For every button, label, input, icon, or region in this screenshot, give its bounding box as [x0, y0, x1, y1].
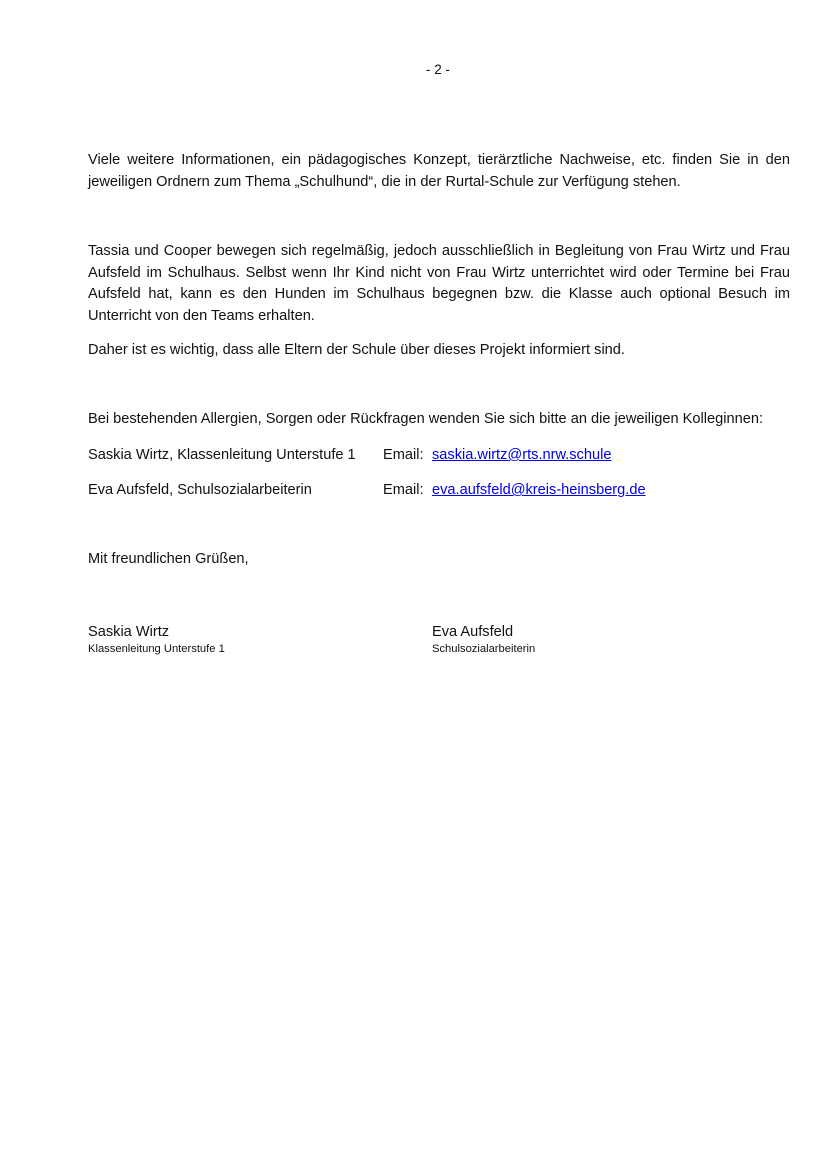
contact-name: Saskia Wirtz, Klassenleitung Unterstufe 1	[88, 447, 356, 463]
signature-aufsfeld	[432, 622, 535, 656]
email-label: Email:	[383, 447, 424, 463]
contact-row-wirtz	[88, 445, 790, 466]
email-link-wirtz[interactable]: saskia.wirtz@rts.nrw.schule	[432, 447, 612, 463]
important-paragraph: Daher ist es wichtig, dass alle Eltern der Schule über dieses Projekt informiert sind.	[88, 342, 625, 358]
movement-paragraph: Tassia und Cooper bewegen sich regelmäßig, jedoch ausschließlich in Begleitung von Frau Wirtz und Frau Aufsfeld im Schulhaus. Selbst wenn Ihr Kind nicht von Frau Wirtz unterrichtet wird oder Termine bei Frau Aufsfeld hat, kann es den Hunden im Schulhaus begegnen bzw. die Klasse auch optional Besuch im Unterricht von den Teams erhalten.	[88, 243, 790, 324]
signature-wirtz	[88, 622, 225, 656]
signature-role: Schulsozialarbeiterin	[432, 643, 536, 655]
email-link-aufsfeld[interactable]: eva.aufsfeld@kreis-heinsberg.de	[432, 482, 646, 498]
signature-name: Eva Aufsfeld	[432, 624, 514, 640]
contact-row-aufsfeld	[88, 480, 790, 501]
info-paragraph: Viele weitere Informationen, ein pädagogisches Konzept, tierärztliche Nachweise, etc. finden Sie in den jeweiligen Ordnern zum Thema „Schulhund“, die in der Rurtal-Schule zur Verfügung stehen.	[88, 152, 790, 190]
email-label: Email:	[383, 482, 424, 498]
page-number: - 2 -	[425, 62, 450, 77]
contact-intro: Bei bestehenden Allergien, Sorgen oder Rückfragen wenden Sie sich bitte an die jeweiligen Kolleginnen:	[88, 411, 764, 427]
signature-name: Saskia Wirtz	[88, 624, 170, 640]
closing-greeting: Mit freundlichen Grüßen,	[88, 551, 249, 567]
contact-name: Eva Aufsfeld, Schulsozialarbeiterin	[88, 482, 312, 498]
signature-role: Klassenleitung Unterstufe 1	[88, 643, 225, 655]
